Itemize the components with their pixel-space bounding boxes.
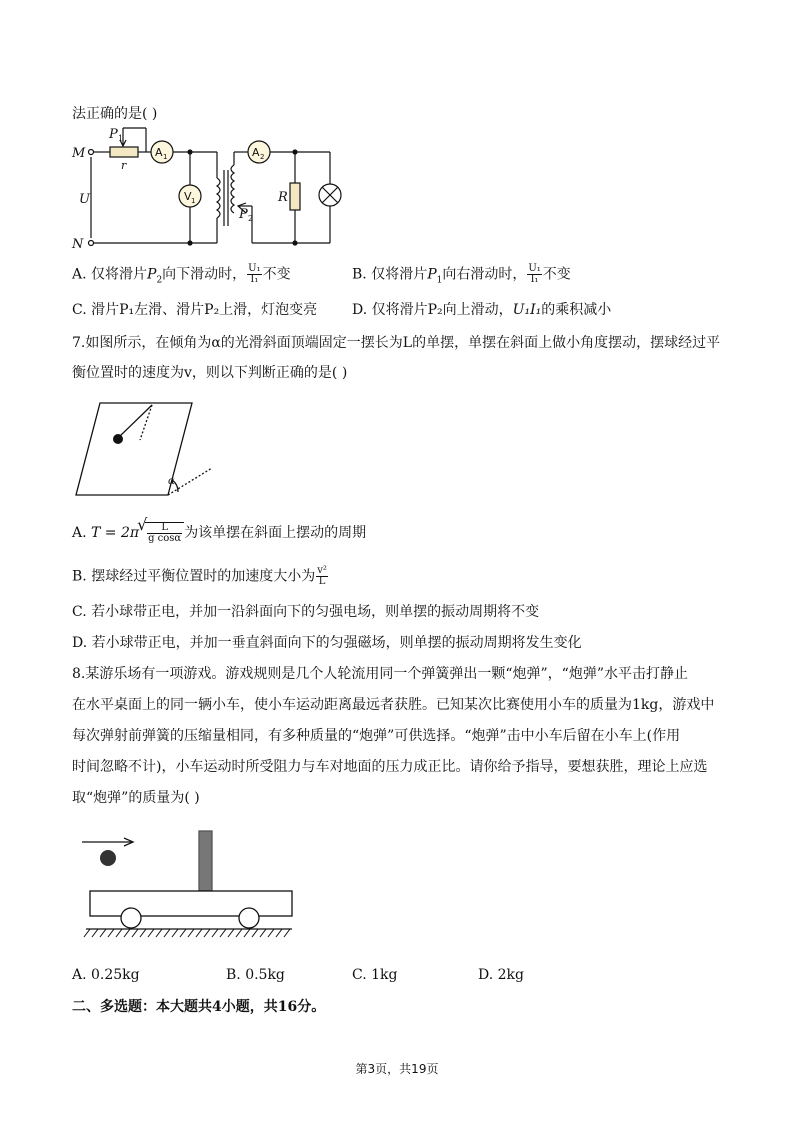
q7-option-d[interactable]: D. 若小球带正电，并加一垂直斜面向下的匀强磁场，则单摆的振动周期将发生变化 bbox=[72, 635, 582, 651]
cart-body bbox=[90, 891, 292, 916]
svg-text:1: 1 bbox=[191, 197, 196, 205]
cart-wheel-left bbox=[121, 908, 141, 928]
label-p2: P bbox=[239, 207, 248, 222]
cart-wheel-right bbox=[239, 908, 259, 928]
q8-stem-line2: 在水平桌面上的同一辆小车，使小车运动距离最远者获胜。已知某次比赛使用小车的质量为1kg，游戏中 bbox=[72, 697, 715, 713]
angle-alpha-label: α bbox=[168, 476, 175, 487]
q6-option-c[interactable]: C. 滑片P₁左滑、滑片P₂上滑，灯泡变亮 bbox=[72, 302, 318, 318]
q8-stem-line4: 时间忽略不计)，小车运动时所受阻力与车对地面的压力成正比。请你给予指导，要想获胜，理论上应选 bbox=[72, 759, 708, 775]
q8-stem-line1: 8.某游乐场有一项游戏。游戏规则是几个人轮流用同一个弹簧弹出一颗“炮弹”，“炮弹”水平击打静止 bbox=[72, 666, 688, 682]
q8-option-c[interactable]: C. 1kg bbox=[352, 967, 398, 983]
page-number: 第3页，共19页 bbox=[355, 1062, 439, 1076]
svg-text:V: V bbox=[184, 190, 192, 203]
q6-option-d[interactable]: D. 仅将滑片P₂向上滑动，U₁I₁的乘积减小 bbox=[352, 302, 612, 318]
svg-text:1: 1 bbox=[163, 153, 168, 161]
q7-option-c[interactable]: C. 若小球带正电，并加一沿斜面向下的匀强电场，则单摆的振动周期将不变 bbox=[72, 604, 540, 620]
q7-option-b[interactable]: B. 摆球经过平衡位置时的加速度大小为 $\frac{\text{v²}}{L}$ bbox=[72, 565, 327, 587]
cart-post bbox=[199, 831, 212, 891]
label-n: N bbox=[72, 237, 84, 252]
svg-text:2: 2 bbox=[260, 153, 265, 161]
svg-text:1: 1 bbox=[118, 134, 124, 143]
svg-text:2: 2 bbox=[248, 214, 254, 223]
label-r: R bbox=[278, 190, 288, 205]
q6-option-b[interactable]: B. 仅将滑片$P_1$向右滑动时， $\frac{\text{U₁}}{\text{I₁}}$ 不变 bbox=[352, 263, 571, 286]
cannonball bbox=[100, 850, 116, 866]
q7-stem-line2: 衡位置时的速度为v，则以下判断正确的是( ) bbox=[72, 365, 348, 381]
q7-option-a[interactable]: A. T = 2π √ $\frac{L}{\text{g cosα}}$ 为该单摆在斜面上摆动的周期 bbox=[72, 522, 366, 544]
svg-text:A: A bbox=[155, 146, 163, 159]
q8-option-d[interactable]: D. 2kg bbox=[478, 967, 524, 983]
q8-option-a[interactable]: A. 0.25kg bbox=[72, 967, 140, 983]
section-heading: 二、多选题：本大题共4小题，共16分。 bbox=[72, 999, 326, 1015]
q6-option-a[interactable]: A. 仅将滑片$P_2$向下滑动时， $\frac{\text{U₁}}{\text{I₁}}$ 不变 bbox=[72, 263, 291, 286]
q6-stem-tail: 法正确的是( ) bbox=[72, 106, 158, 122]
svg-text:A: A bbox=[252, 146, 260, 159]
q8-stem-line5: 取“炮弹”的质量为( ) bbox=[72, 790, 200, 806]
label-r-small: r bbox=[121, 159, 127, 172]
label-m: M bbox=[72, 146, 86, 161]
label-p1: P bbox=[109, 127, 118, 142]
q8-option-b[interactable]: B. 0.5kg bbox=[226, 967, 285, 983]
label-u: U bbox=[79, 192, 90, 207]
q8-stem-line3: 每次弹射前弹簧的压缩量相同，有多种质量的“炮弹”可供选择。“炮弹”击中小车后留在小车上(作用 bbox=[72, 728, 681, 744]
q7-stem-line1: 7.如图所示，在倾角为α的光滑斜面顶端固定一摆长为L的单摆，单摆在斜面上做小角度摆动，摆球经过平 bbox=[72, 335, 721, 351]
